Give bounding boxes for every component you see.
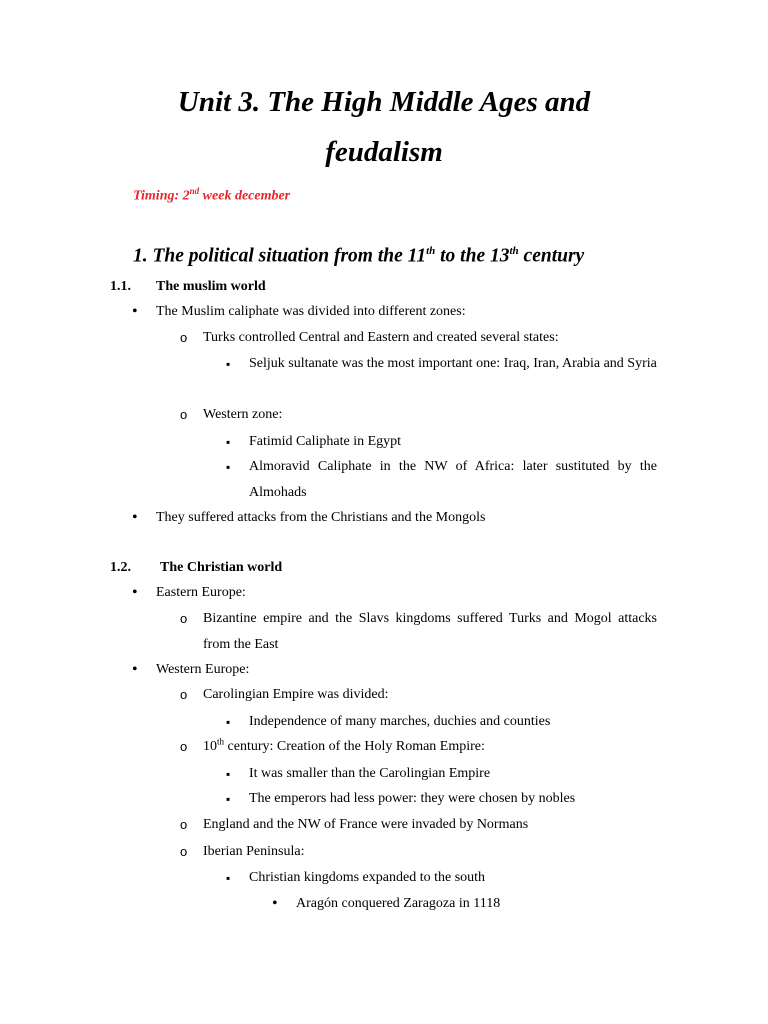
bullet-disc-icon [132, 299, 138, 326]
bullet-square-icon [226, 429, 230, 456]
list-item: Independence of many marches, duchies and counties [249, 714, 551, 729]
bullet-circle-icon [180, 682, 187, 709]
subsection-number: 1.1. [110, 279, 131, 294]
section-heading-sup: th [426, 245, 436, 257]
list-item: Western Europe: [156, 662, 250, 677]
bullet-square-icon [226, 865, 230, 892]
section-heading-part: to the 13 [435, 245, 510, 267]
list-item: Christian kingdoms expanded to the south [249, 870, 486, 885]
list-item: Western zone: [203, 407, 283, 422]
list-item: It was smaller than the Carolingian Empire [249, 766, 491, 781]
list-item: Turks controlled Central and Eastern and created several states: [203, 330, 559, 345]
page-title: Unit 3. The High Middle Ages and [177, 86, 591, 118]
bullet-circle-icon [180, 325, 187, 352]
bullet-square-icon [226, 786, 230, 813]
list-item: England and the NW of France were invaded by Normans [203, 817, 529, 832]
page-title-line2: feudalism [325, 136, 443, 168]
list-item: Eastern Europe: [156, 585, 246, 600]
bullet-circle-icon [180, 734, 187, 761]
timing-suffix: week december [199, 188, 291, 204]
subsection-title: The Christian world [160, 560, 283, 575]
list-item: Fatimid Caliphate in Egypt [249, 434, 402, 449]
section-heading-sup: th [509, 245, 519, 257]
bullet-square-icon [226, 351, 230, 378]
list-item: Bizantine empire and the Slavs kingdoms suffered Turks and Mogol attacks from the East [203, 611, 657, 652]
timing-prefix: Timing: 2 [133, 188, 190, 204]
bullet-square-icon [226, 761, 230, 788]
list-item: They suffered attacks from the Christians and the Mongols [156, 510, 486, 525]
century-number: 10 [203, 739, 217, 754]
list-item: Almoravid Caliphate in the NW of Africa: later sustituted by the Almohads [249, 459, 657, 500]
list-item-text: century: Creation of the Holy Roman Empire: [227, 739, 485, 754]
timing-note [133, 186, 290, 205]
timing-sup: nd [189, 186, 200, 196]
section-heading-part: century [518, 245, 585, 267]
bullet-circle-icon [180, 812, 187, 839]
century-sup: th [217, 736, 225, 747]
subsection-title: The muslim world [156, 279, 266, 294]
list-item: Aragón conquered Zaragoza in 1118 [296, 896, 501, 911]
bullet-circle-icon [180, 402, 187, 429]
list-item: The Muslim caliphate was divided into different zones: [156, 304, 466, 319]
subsection-number: 1.2. [110, 560, 131, 575]
bullet-circle-icon [180, 839, 187, 866]
list-item: Seljuk sultanate was the most important one: Iraq, Iran, Arabia and Syria [249, 356, 657, 371]
list-item: Carolingian Empire was divided: [203, 687, 389, 702]
bullet-disc-icon [132, 580, 138, 607]
bullet-square-icon [226, 709, 230, 736]
bullet-disc-icon [272, 891, 278, 918]
list-item: Iberian Peninsula: [203, 844, 305, 859]
bullet-disc-icon [132, 657, 138, 684]
bullet-disc-icon [132, 505, 138, 532]
section-heading [133, 245, 584, 268]
list-item: The emperors had less power: they were chosen by nobles [249, 791, 576, 806]
bullet-circle-icon [180, 606, 187, 633]
bullet-square-icon [226, 454, 230, 481]
section-heading-part: 1. The political situation from the 11 [133, 245, 427, 267]
list-item [203, 734, 485, 760]
